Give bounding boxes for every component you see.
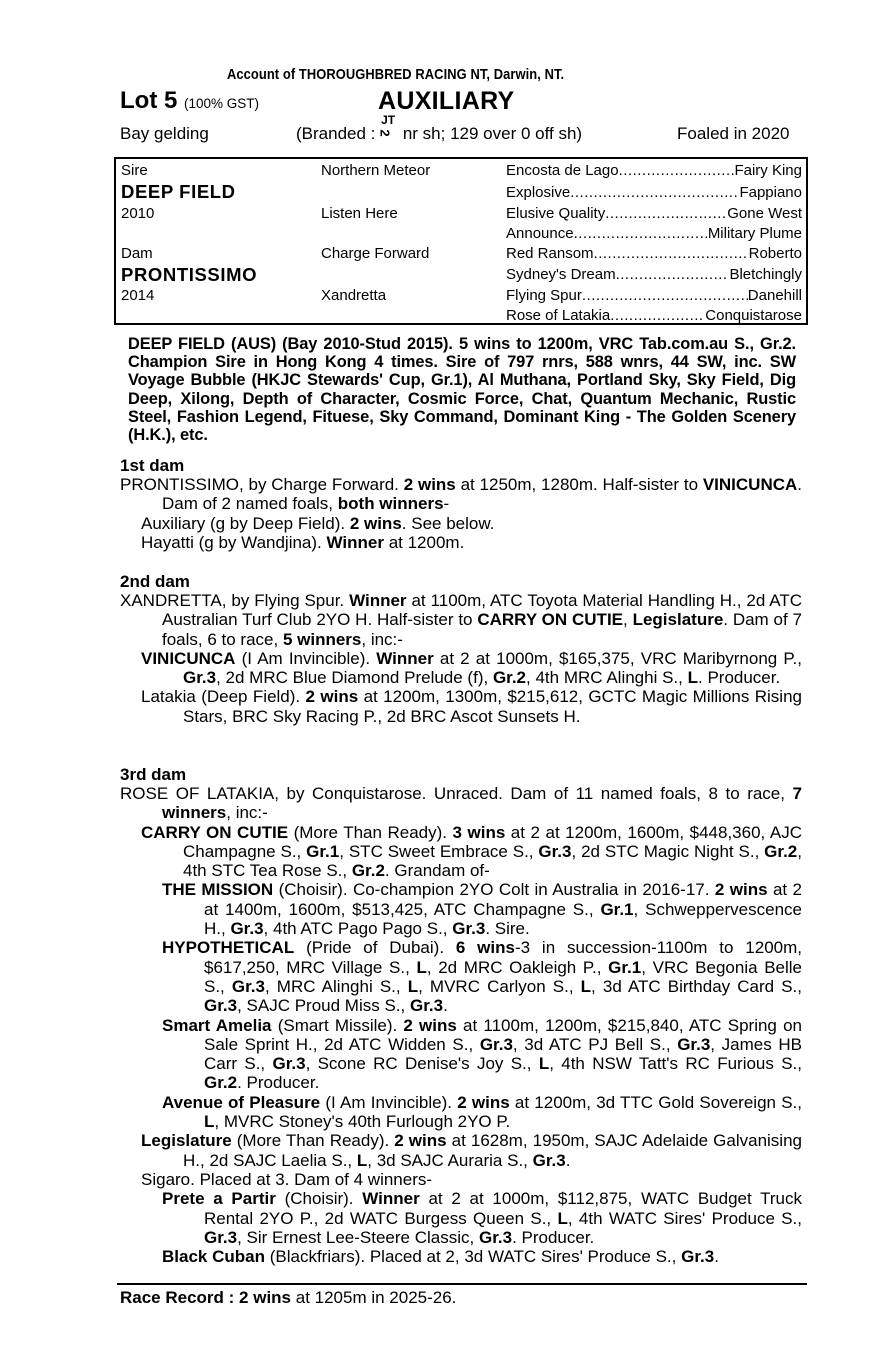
- vendor-account: Account of THOROUGHBRED RACING NT, Darwin, NT.: [226, 66, 565, 83]
- produce-entry: THE MISSION (Choisir). Co-champion 2YO Colt in Australia in 2016-17. 2 wins at 2 at 1400m, 1600m, $513,425, ATC Champagne S., Gr.1, Schweppervescence H., Gr.3, 4th ATC Pago Pago S., Gr.3. Sire.: [162, 880, 802, 939]
- produce-entry: Black Cuban (Blackfriars). Placed at 2, 3d WATC Sires' Produce S., Gr.3.: [162, 1247, 719, 1267]
- dam-heading: 3rd dam: [120, 765, 187, 784]
- dam-name: PRONTISSIMO: [121, 264, 258, 285]
- dam-entry: ROSE OF LATAKIA, by Conquistarose. Unraced. Dam of 11 named foals, 8 to race, 7 winners, inc:-: [120, 784, 802, 823]
- race-record-label: Race Record : 2 wins: [120, 1288, 292, 1307]
- gen3-row: Encosta de Lago ..... Fairy King: [506, 162, 802, 179]
- produce-entry: Hayatti (g by Wandjina). Winner at 1200m.: [141, 532, 465, 552]
- brand-mark-icon: JT 2: [377, 113, 396, 137]
- sire-sire: Northern Meteor: [321, 162, 431, 179]
- produce-entry: HYPOTHETICAL (Pride of Dubai). 6 wins-3 in succession-1100m to 1200m, $617,250, MRC Village S., L, 2d MRC Oakleigh P., Gr.1, VRC Begonia Belle S., Gr.3, MRC Alinghi S., L, MVRC Carlyon S., L, 3d ATC Birthday Card S., Gr.3, SAJC Proud Miss S., Gr.3.: [162, 938, 803, 1016]
- dam-heading: 2nd dam: [120, 572, 190, 591]
- race-record-detail: at 1205m in 2025-26.: [291, 1288, 457, 1307]
- sire-summary: DEEP FIELD (AUS) (Bay 2010-Stud 2015). 5 wins to 1200m, VRC Tab.com.au S., Gr.2. Champion Sire in Hong Kong 4 times. Sire of 797 rnrs, 588 wnrs, 44 SW, inc. SW Voyage Bubble (HKJC Stewards' Cup, Gr.1), Al Muthana, Portland Sky, Sky Field, Dig Deep, Xilong, Depth of Character, Cosmic Force, Chat, Quantum Mechanic, Rustic Steel, Fashion Legend, Fituese, Sky Command, Dominant King - The Golden Scenery (H.K.), etc.: [128, 335, 796, 445]
- dam-heading: 1st dam: [120, 456, 185, 475]
- gen3-row: Sydney's Dream ..... Bletchingly: [506, 266, 802, 283]
- dam-dam: Xandretta: [321, 287, 387, 304]
- sire-dam: Listen Here: [321, 205, 398, 222]
- brand-info: (Branded : JT 2 nr sh; 129 over 0 off sh): [296, 113, 583, 143]
- lot-number: [120, 87, 259, 115]
- divider: [117, 1283, 807, 1285]
- sire-year: 2010: [121, 205, 155, 222]
- horse-name: AUXILIARY: [378, 87, 515, 115]
- sex-colour: Bay gelding: [120, 124, 209, 143]
- dam-entry: XANDRETTA, by Flying Spur. Winner at 1100m, ATC Toyota Material Handling H., 2d ATC Australian Turf Club 2YO H. Half-sister to CARRY ON CUTIE, Legislature. Dam of 7 foals, 6 to race, 5 winners, inc:-: [120, 591, 803, 649]
- gen3-row: Red Ransom ..... Roberto: [506, 245, 802, 262]
- produce-entry: Legislature (More Than Ready). 2 wins at 1628m, 1950m, SAJC Adelaide Galvanising H., 2d SAJC Laelia S., L, 3d SAJC Auraria S., Gr.3.: [141, 1131, 802, 1170]
- gen3-row: Flying Spur ..... Danehill: [506, 287, 802, 304]
- produce-entry: Smart Amelia (Smart Missile). 2 wins at 1100m, 1200m, $215,840, ATC Spring on Sale Sprint H., 2d ATC Widden S., Gr.3, 3d ATC PJ Bell S., Gr.3, James HB Carr S., Gr.3, Scone RC Denise's Joy S., L, 4th NSW Tatt's RC Furious S., Gr.2. Producer.: [162, 1015, 802, 1093]
- produce-entry: Latakia (Deep Field). 2 wins at 1200m, 1300m, $215,612, GCTC Magic Millions Rising Stars, BRC Sky Racing P., 2d BRC Ascot Sunsets H.: [141, 687, 802, 726]
- gen3-row: Announce ..... Military Plume: [506, 225, 802, 242]
- dam-label: Dam: [121, 245, 153, 262]
- sire-name: DEEP FIELD: [121, 181, 236, 202]
- gen3-row: Elusive Quality ..... Gone West: [506, 205, 802, 222]
- produce-entry: Prete a Partir (Choisir). Winner at 2 at 1000m, $112,875, WATC Budget Truck Rental 2YO P., 2d WATC Burgess Queen S., L, 4th WATC Sires' Produce S., Gr.3, Sir Ernest Lee-Steere Classic, Gr.3. Producer.: [162, 1189, 802, 1247]
- dam-entry: PRONTISSIMO, by Charge Forward. 2 wins at 1250m, 1280m. Half-sister to VINICUNCA. Dam of 2 named foals, both winners-: [120, 475, 803, 514]
- race-record: [120, 1288, 456, 1308]
- foaled-year: Foaled in 2020: [677, 124, 790, 143]
- produce-entry: Avenue of Pleasure (I Am Invincible). 2 wins at 1200m, 3d TTC Gold Sovereign S., L, MVRC Stoney's 40th Furlough 2YO P.: [162, 1092, 802, 1132]
- lot-label: Lot 5: [120, 87, 178, 114]
- dam-year: 2014: [121, 287, 155, 304]
- produce-entry: Auxiliary (g by Deep Field). 2 wins. See below.: [141, 513, 495, 533]
- sire-label: Sire: [121, 162, 148, 179]
- produce-entry: VINICUNCA (I Am Invincible). Winner at 2 at 1000m, $165,375, VRC Maribyrnong P., Gr.3, 2d MRC Blue Diamond Prelude (f), Gr.2, 4th MRC Alinghi S., L. Producer.: [141, 648, 802, 688]
- gst-note: (100% GST): [184, 96, 260, 111]
- produce-entry: CARRY ON CUTIE (More Than Ready). 3 wins at 2 at 1200m, 1600m, $448,360, AJC Champagne S., Gr.1, STC Sweet Embrace S., Gr.3, 2d STC Magic Night S., Gr.2, 4th STC Tea Rose S., Gr.2. Grandam of-: [141, 822, 802, 881]
- pedigree-table: [114, 157, 808, 325]
- gen3-row: Explosive ..... Fappiano: [506, 184, 802, 201]
- dam-sire: Charge Forward: [321, 245, 430, 262]
- gen3-row: Rose of Latakia ..... Conquistarose: [506, 307, 802, 324]
- produce-entry: Sigaro. Placed at 3. Dam of 4 winners-: [141, 1169, 433, 1189]
